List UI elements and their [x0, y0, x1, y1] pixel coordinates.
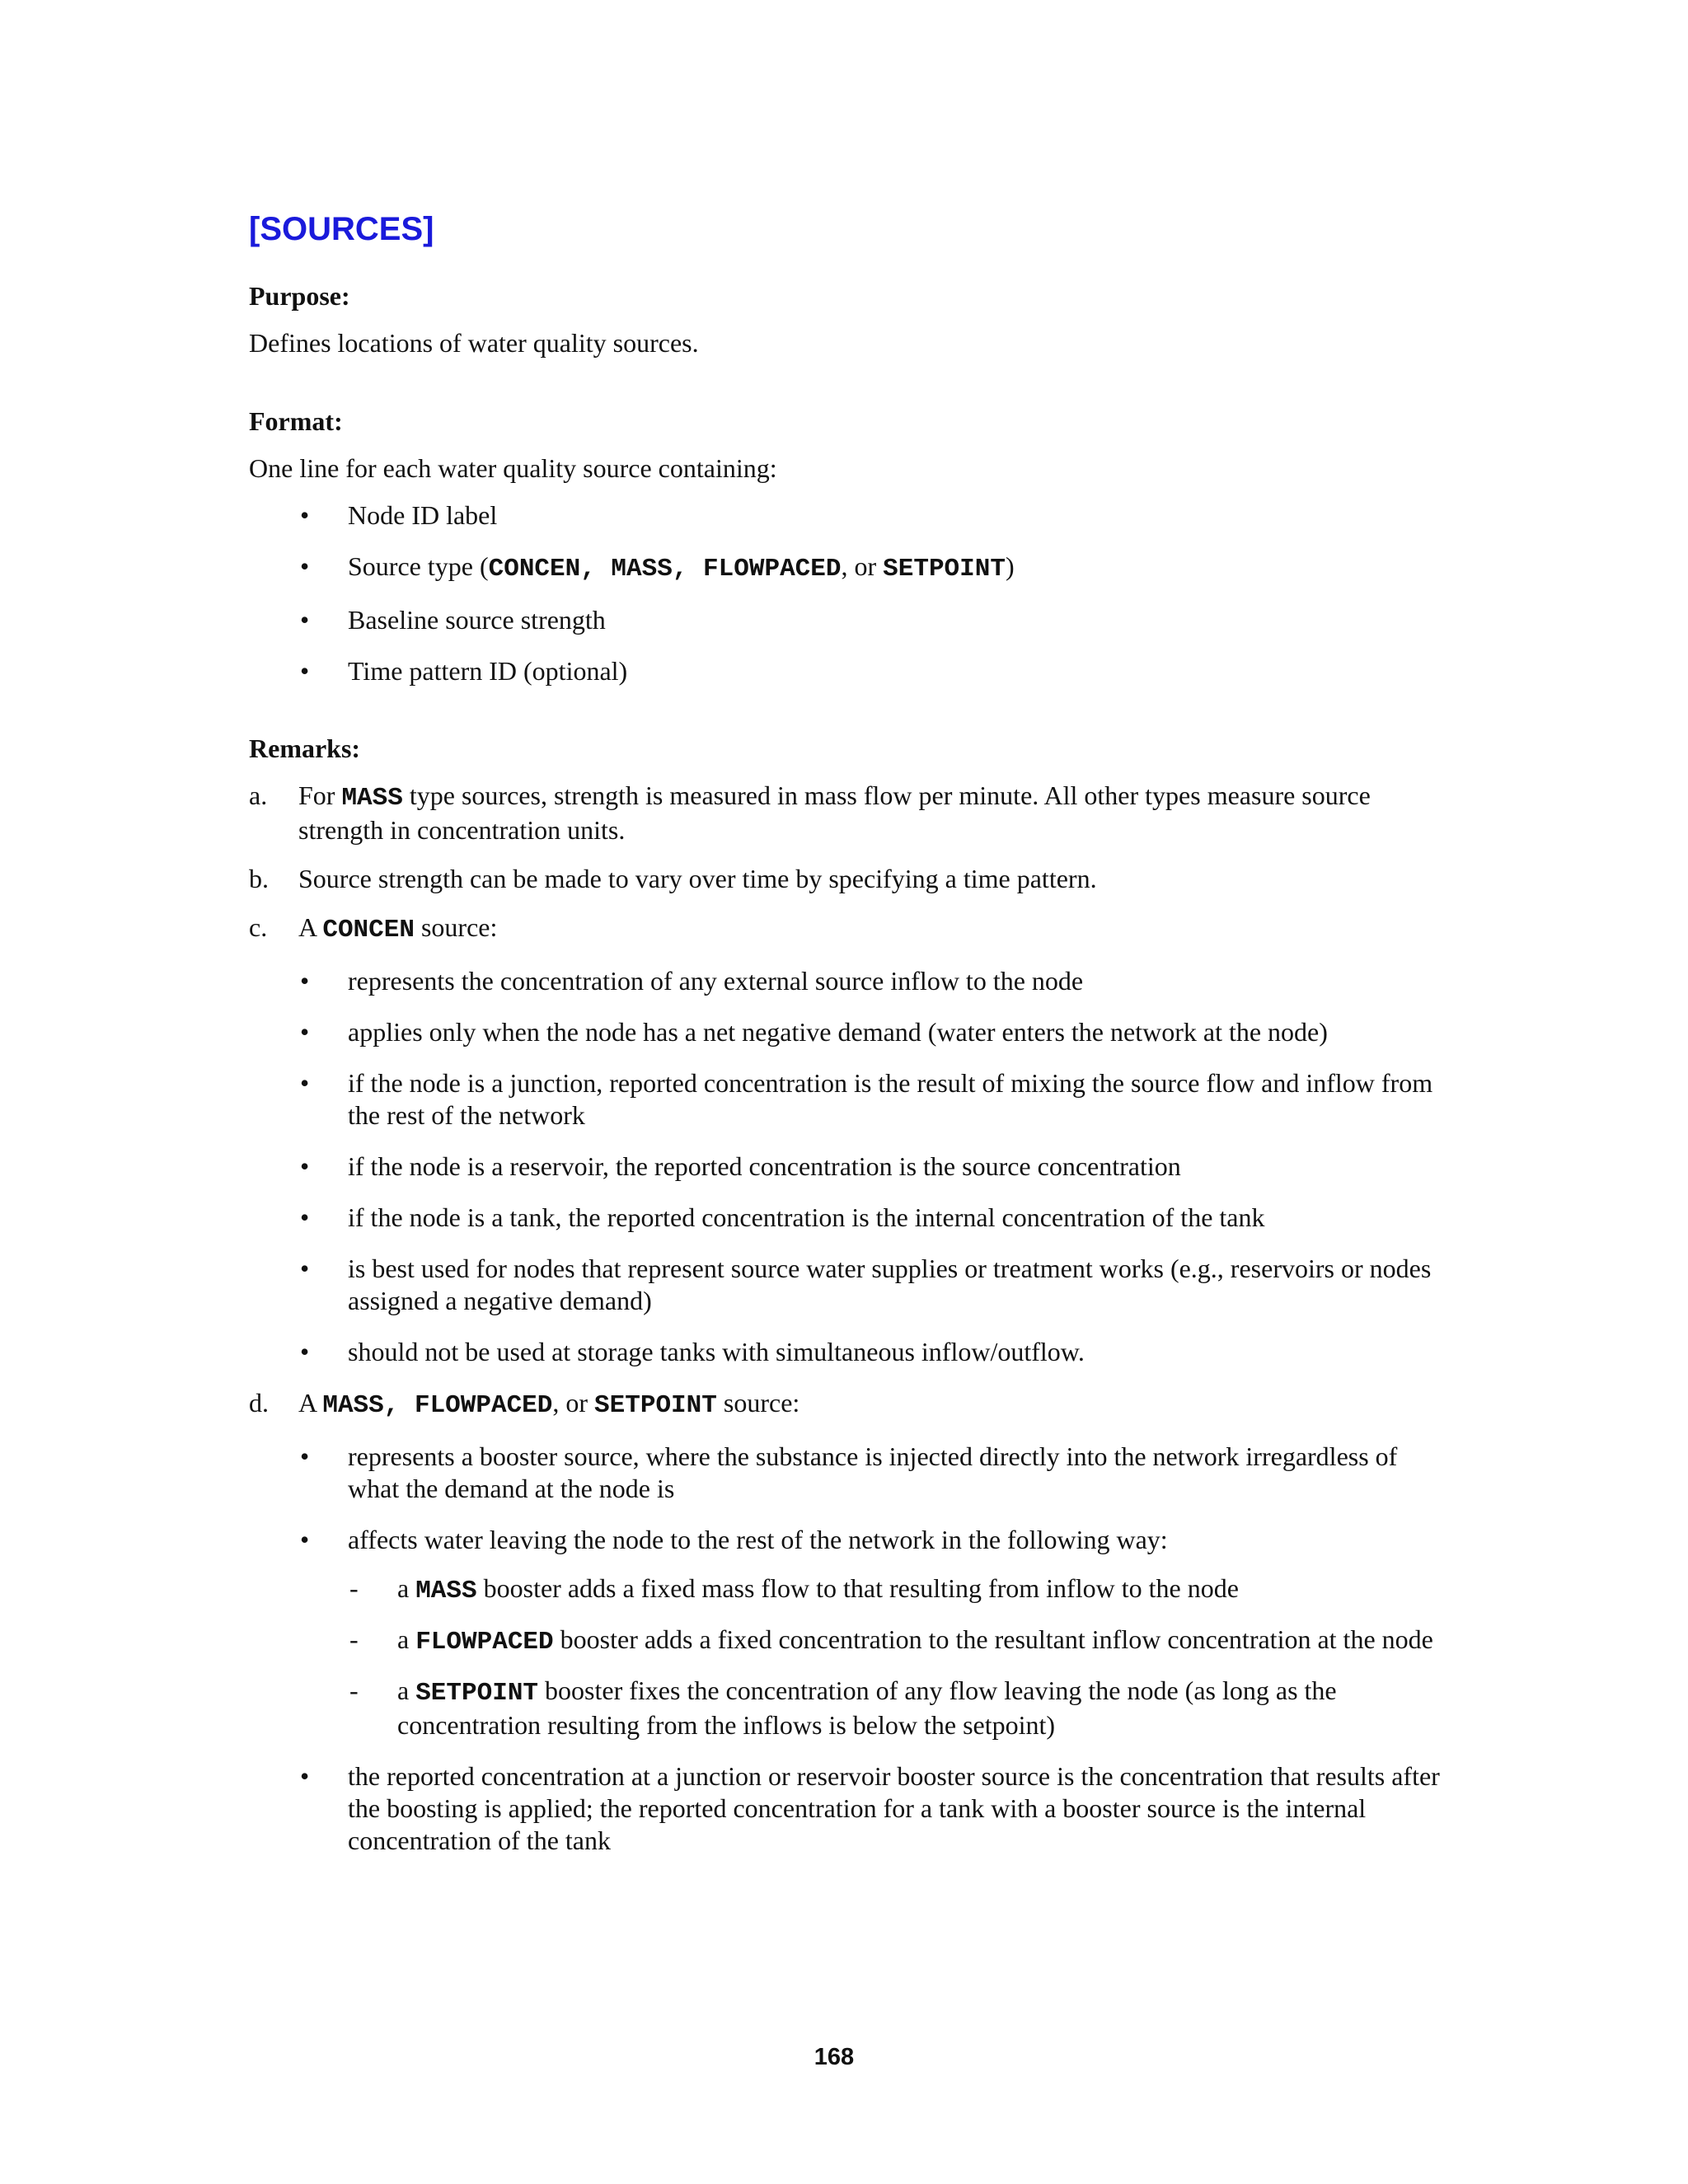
- list-item: • Baseline source strength: [300, 605, 606, 635]
- list-item: • represents the concentration of any external source inflow to the node: [300, 966, 1084, 996]
- dash-icon: -: [349, 1624, 359, 1654]
- dash-item: - a SETPOINT booster fixes the concentration of any flow leaving the node (as long as the concentration resulting from the inflows is below the setpoint): [349, 1675, 1337, 1740]
- list-item: • Time pattern ID (optional): [300, 656, 628, 686]
- code-keyword: FLOWPACED: [415, 1628, 554, 1657]
- remark-d: d. A MASS, FLOWPACED, or SETPOINT source: • represents a booster source, where the substance is injected directly into the network irregardless of what the demand at the node is • affects water leaving the node to the rest of the network in the following way: - a MASS booster adds a fixed mass flow to that resulting from inflow to the node - a FLOWPACED booster adds a fixed concentration to the resultant inflow concentration at the node - a SETPOINT booster fixes the concentration of any flow leaving the node (as long as the concentration resulting from the inflows is below the setpoint) • the reported concentration at a junction or reservoir booster source is the concentration that results after the boosting is applied; the reported concentration for a tank with a booster source is the internal concentration of the tank: [249, 1387, 1452, 1857]
- list-item: • is best used for nodes that represent source water supplies or treatment works (e.g., reservoirs or nodes assigned a negative demand): [300, 1254, 1432, 1315]
- purpose-heading: Purpose:: [249, 281, 350, 311]
- page-number: 168: [814, 2044, 855, 2070]
- code-keyword: MASS: [341, 784, 403, 813]
- bullet-icon: •: [300, 1068, 310, 1098]
- bullet-icon: •: [300, 656, 310, 686]
- bullet-icon: •: [300, 551, 310, 581]
- page-content: [249, 209, 1452, 1876]
- booster-bullets: [249, 1441, 1452, 1857]
- remark-letter: a.: [249, 780, 268, 810]
- remark-letter: c.: [249, 912, 268, 942]
- format-list: [249, 499, 1452, 687]
- remark-letter: b.: [249, 864, 269, 893]
- booster-dash-list: [348, 1572, 1452, 1741]
- list-item: • should not be used at storage tanks with simultaneous inflow/outflow.: [300, 1337, 1085, 1366]
- code-keyword: SETPOINT: [883, 555, 1006, 583]
- list-item: • if the node is a reservoir, the reported concentration is the source concentration: [300, 1151, 1181, 1181]
- dash-item: - a FLOWPACED booster adds a fixed concentration to the resultant inflow concentration at the node: [349, 1624, 1433, 1657]
- remarks-heading: Remarks:: [249, 733, 361, 763]
- dash-icon: -: [349, 1675, 359, 1705]
- bullet-icon: •: [300, 1761, 310, 1791]
- code-keyword: CONCEN: [322, 916, 415, 944]
- bullet-icon: •: [300, 1525, 310, 1554]
- format-intro: One line for each water quality source containing:: [249, 453, 777, 483]
- bullet-icon: •: [300, 1151, 310, 1181]
- bullet-icon: •: [300, 966, 310, 996]
- dash-icon: -: [349, 1573, 359, 1603]
- list-item: • affects water leaving the node to the rest of the network in the following way: - a MASS booster adds a fixed mass flow to that resulting from inflow to the node - a FLOWPACED booster adds a fixed concentration to the resultant inflow concentration at the node - a SETPOINT booster fixes the concentration of any flow leaving the node (as long as the concentration resulting from the inflows is below the setpoint): [249, 1524, 1452, 1741]
- bullet-icon: •: [300, 1254, 310, 1283]
- remark-letter: d.: [249, 1388, 269, 1418]
- remarks-list: [249, 780, 1452, 1857]
- code-keyword: MASS: [415, 1577, 477, 1605]
- remark-a: a. For MASS type sources, strength is measured in mass flow per minute. All other types measure source strength in concentration units.: [249, 780, 1371, 845]
- code-keyword: SETPOINT: [415, 1679, 539, 1708]
- bullet-icon: •: [300, 1337, 310, 1366]
- list-item: • Source type (CONCEN, MASS, FLOWPACED, or SETPOINT): [300, 551, 1015, 583]
- remark-c: c. A CONCEN source: • represents the concentration of any external source inflow to the node • applies only when the node has a net negative demand (water enters the network at the node) • if the node is a junction, reported concentration is the result of mixing the source flow and inflow from the rest of the network • if the node is a reservoir, the reported concentration is the source concentration • if the node is a tank, the reported concentration is the internal concentration of the tank • is best used for nodes that represent source water supplies or treatment works (e.g., reservoirs or nodes assigned a negative demand) • should not be used at storage tanks with simultaneous inflow/outflow.: [249, 912, 1452, 1368]
- list-item: • if the node is a tank, the reported concentration is the internal concentration of the tank: [300, 1202, 1265, 1232]
- concen-bullets: [249, 965, 1452, 1368]
- code-keyword: CONCEN, MASS, FLOWPACED: [488, 555, 842, 583]
- list-item: • Node ID label: [300, 500, 498, 530]
- list-item: • the reported concentration at a junction or reservoir booster source is the concentration that results after the boosting is applied; the reported concentration for a tank with a booster source is the internal concentration of the tank: [300, 1761, 1440, 1855]
- dash-item: - a MASS booster adds a fixed mass flow to that resulting from inflow to the node: [349, 1573, 1239, 1605]
- remark-b: b. Source strength can be made to vary over time by specifying a time pattern.: [249, 864, 1097, 893]
- purpose-text: Defines locations of water quality sources.: [249, 328, 699, 358]
- code-keyword: SETPOINT: [594, 1391, 717, 1420]
- bullet-icon: •: [300, 1202, 310, 1232]
- list-item: • if the node is a junction, reported concentration is the result of mixing the source flow and inflow from the rest of the network: [300, 1068, 1433, 1130]
- bullet-icon: •: [300, 500, 310, 530]
- code-keyword: MASS, FLOWPACED: [322, 1391, 553, 1420]
- bullet-icon: •: [300, 1441, 310, 1471]
- bullet-icon: •: [300, 605, 310, 635]
- format-heading: Format:: [249, 406, 343, 436]
- section-title: [SOURCES]: [249, 211, 434, 247]
- list-item: • applies only when the node has a net negative demand (water enters the network at the node): [300, 1017, 1328, 1047]
- bullet-icon: •: [300, 1017, 310, 1047]
- list-item: • represents a booster source, where the substance is injected directly into the network irregardless of what the demand at the node is: [300, 1441, 1398, 1503]
